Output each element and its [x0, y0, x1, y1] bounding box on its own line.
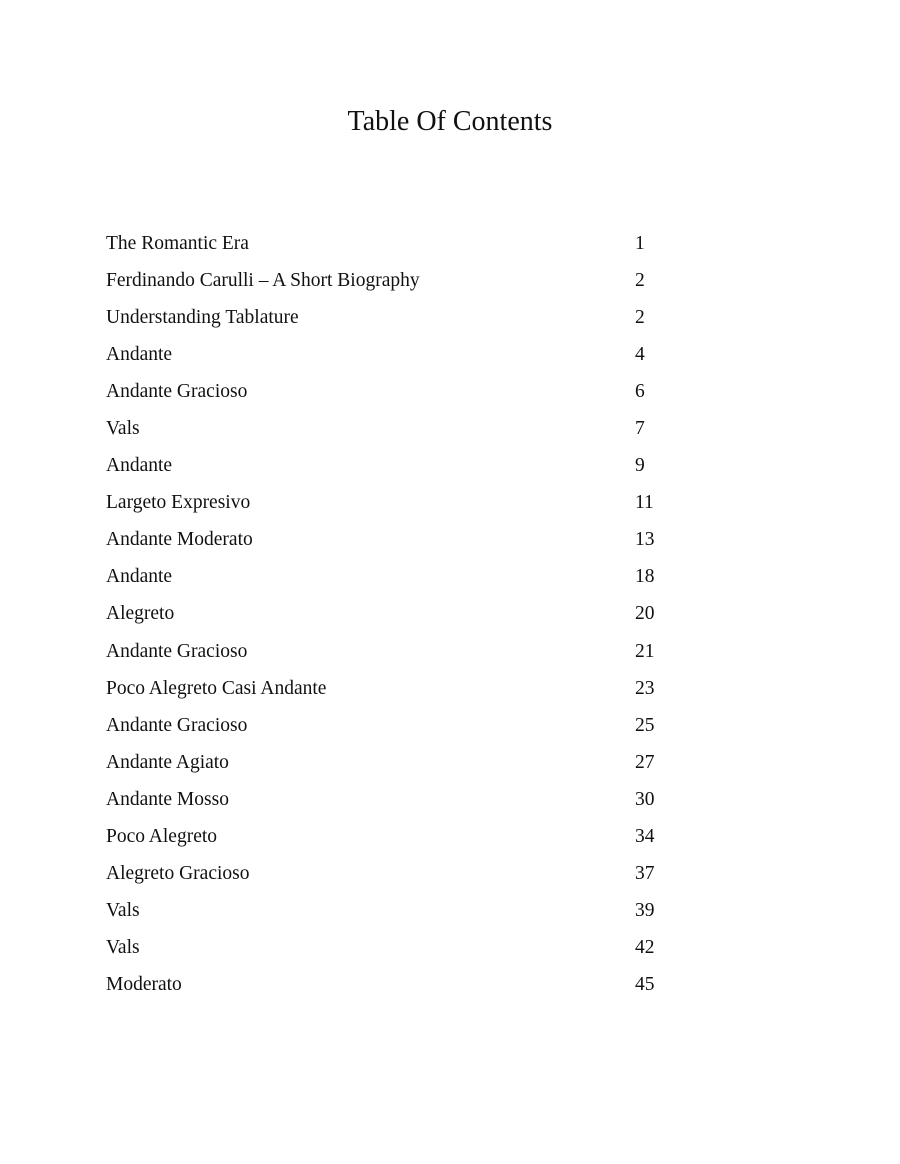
toc-page-number: 6 — [635, 380, 645, 402]
toc-row — [106, 485, 706, 522]
toc-entry-title: Poco Alegreto — [106, 826, 218, 848]
toc-row — [106, 410, 706, 447]
toc-entry-title: Largeto Expresivo — [106, 492, 251, 514]
toc-entry-title: The Romantic Era — [106, 232, 249, 254]
toc-entry-title: Vals — [106, 418, 140, 440]
toc-row — [106, 522, 706, 559]
toc-row — [106, 744, 706, 781]
toc-page-number: 20 — [635, 603, 655, 625]
toc-entry-title: Andante — [106, 566, 173, 588]
toc-entry-title: Andante — [106, 455, 173, 477]
toc-entry-title: Ferdinando Carulli – A Short Biography — [106, 269, 420, 291]
toc-page-number: 37 — [635, 863, 655, 885]
toc-row — [106, 225, 706, 262]
toc-list — [106, 225, 706, 1004]
toc-page-number: 23 — [635, 677, 655, 699]
toc-row — [106, 633, 706, 670]
toc-page-number: 1 — [635, 232, 645, 254]
toc-entry-title: Alegreto Gracioso — [106, 863, 250, 885]
toc-entry-title: Vals — [106, 937, 140, 959]
toc-page-number: 21 — [635, 640, 655, 662]
toc-row — [106, 670, 706, 707]
page-title: Table Of Contents — [347, 106, 553, 137]
toc-page-number: 27 — [635, 751, 655, 773]
toc-page-number: 45 — [635, 974, 655, 996]
toc-page-number: 34 — [635, 826, 655, 848]
toc-row — [106, 336, 706, 373]
toc-page-number: 2 — [635, 306, 645, 328]
toc-entry-title: Andante Gracioso — [106, 380, 248, 402]
toc-row — [106, 856, 706, 893]
toc-entry-title: Andante Agiato — [106, 751, 229, 773]
toc-page-number: 30 — [635, 788, 655, 810]
toc-row — [106, 781, 706, 818]
toc-row — [106, 596, 706, 633]
toc-entry-title: Andante Mosso — [106, 788, 229, 810]
toc-row — [106, 893, 706, 930]
toc-row — [106, 559, 706, 596]
toc-page-number: 11 — [635, 492, 654, 514]
toc-row — [106, 448, 706, 485]
toc-entry-title: Andante Gracioso — [106, 714, 248, 736]
toc-page-number: 2 — [635, 269, 645, 291]
toc-row — [106, 819, 706, 856]
toc-row — [106, 707, 706, 744]
toc-row — [106, 930, 706, 967]
toc-entry-title: Andante Gracioso — [106, 640, 248, 662]
toc-page-number: 42 — [635, 937, 655, 959]
toc-entry-title: Poco Alegreto Casi Andante — [106, 677, 327, 699]
toc-row — [106, 262, 706, 299]
toc-page-number: 18 — [635, 566, 655, 588]
toc-page-number: 13 — [635, 529, 655, 551]
toc-page-number: 4 — [635, 343, 645, 365]
toc-row — [106, 373, 706, 410]
toc-page-number: 9 — [635, 455, 645, 477]
toc-entry-title: Andante — [106, 343, 173, 365]
toc-entry-title: Alegreto — [106, 603, 175, 625]
toc-page-number: 25 — [635, 714, 655, 736]
toc-row — [106, 299, 706, 336]
toc-page-number: 7 — [635, 418, 645, 440]
toc-entry-title: Understanding Tablature — [106, 306, 299, 328]
toc-entry-title: Vals — [106, 900, 140, 922]
toc-page-number: 39 — [635, 900, 655, 922]
toc-row — [106, 967, 706, 1004]
toc-entry-title: Andante Moderato — [106, 529, 253, 551]
toc-entry-title: Moderato — [106, 974, 182, 996]
